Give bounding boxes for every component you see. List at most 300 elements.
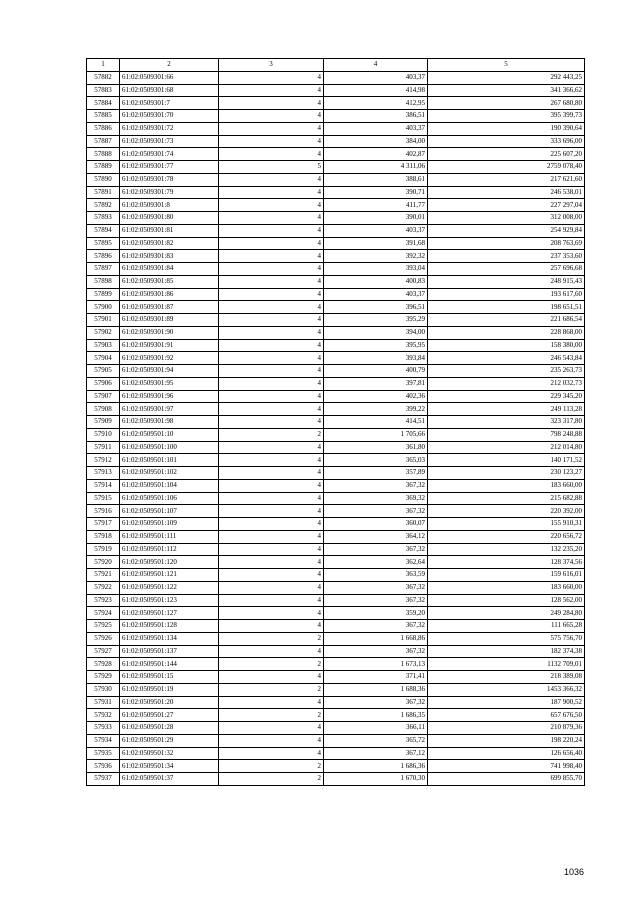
table-row [87,492,585,505]
area-cell: 399,22 [324,403,428,416]
row-number-cell: 57925 [87,620,120,633]
count-cell: 4 [219,224,324,237]
table-body [87,71,585,785]
cadastral-number-cell: 61:02:0509301:98 [120,416,219,429]
row-number-cell: 57933 [87,722,120,735]
area-cell: 400,79 [324,365,428,378]
row-number-cell: 57903 [87,339,120,352]
area-cell: 386,51 [324,110,428,123]
value-cell: 657 676,50 [428,709,585,722]
cadastral-number-cell: 61:02:0509501:112 [120,543,219,556]
count-cell: 2 [219,709,324,722]
count-cell: 4 [219,416,324,429]
count-cell: 4 [219,199,324,212]
table-row [87,734,585,747]
table-row [87,620,585,633]
cadastral-number-cell: 61:02:0509301:97 [120,403,219,416]
table-row [87,224,585,237]
row-number-cell: 57929 [87,671,120,684]
table-row [87,148,585,161]
count-cell: 2 [219,428,324,441]
row-number-cell: 57907 [87,390,120,403]
value-cell: 183 660,00 [428,581,585,594]
cadastral-number-cell: 61:02:0509301:89 [120,314,219,327]
count-cell: 2 [219,760,324,773]
area-cell: 390,71 [324,186,428,199]
cadastral-number-cell: 61:02:0509501:109 [120,518,219,531]
count-cell: 4 [219,722,324,735]
count-cell: 4 [219,212,324,225]
row-number-cell: 57924 [87,607,120,620]
count-cell: 4 [219,556,324,569]
count-cell: 4 [219,326,324,339]
cadastral-number-cell: 61:02:0509501:10 [120,428,219,441]
area-cell: 414,98 [324,84,428,97]
value-cell: 248 915,43 [428,275,585,288]
header-cell-2: 2 [120,59,219,72]
table-row [87,607,585,620]
count-cell: 4 [219,301,324,314]
cadastral-number-cell: 61:02:0509501:19 [120,683,219,696]
area-cell: 393,04 [324,263,428,276]
cadastral-number-cell: 61:02:0509301:80 [120,212,219,225]
row-number-cell: 57884 [87,97,120,110]
count-cell: 4 [219,97,324,110]
table-row [87,518,585,531]
cadastral-number-cell: 61:02:0509301:72 [120,122,219,135]
value-cell: 140 171,52 [428,454,585,467]
cadastral-number-cell: 61:02:0509501:111 [120,530,219,543]
table-row [87,645,585,658]
table-row [87,428,585,441]
table-row [87,594,585,607]
table-row [87,441,585,454]
count-cell: 2 [219,632,324,645]
cadastral-number-cell: 61:02:0509501:106 [120,492,219,505]
table-row [87,773,585,786]
value-cell: 220 392,00 [428,505,585,518]
count-cell: 4 [219,148,324,161]
row-number-cell: 57914 [87,479,120,492]
table-row [87,352,585,365]
row-number-cell: 57883 [87,84,120,97]
row-number-cell: 57901 [87,314,120,327]
cadastral-number-cell: 61:02:0509501:121 [120,569,219,582]
table-row [87,84,585,97]
table-row [87,377,585,390]
area-cell: 414,51 [324,416,428,429]
row-number-cell: 57887 [87,135,120,148]
data-table [86,58,585,786]
row-number-cell: 57916 [87,505,120,518]
count-cell: 4 [219,607,324,620]
count-cell: 4 [219,237,324,250]
value-cell: 210 879,36 [428,722,585,735]
area-cell: 390,01 [324,212,428,225]
value-cell: 155 910,31 [428,518,585,531]
value-cell: 249 113,28 [428,403,585,416]
value-cell: 221 686,54 [428,314,585,327]
value-cell: 1453 366,32 [428,683,585,696]
value-cell: 132 235,20 [428,543,585,556]
area-cell: 367,32 [324,645,428,658]
count-cell: 4 [219,479,324,492]
cadastral-number-cell: 61:02:0509301:94 [120,365,219,378]
count-cell: 4 [219,263,324,276]
table-row [87,658,585,671]
value-cell: 227 297,04 [428,199,585,212]
table-row [87,403,585,416]
count-cell: 4 [219,288,324,301]
cadastral-number-cell: 61:02:0509501:144 [120,658,219,671]
area-cell: 359,20 [324,607,428,620]
area-cell: 369,32 [324,492,428,505]
cadastral-number-cell: 61:02:0509501:123 [120,594,219,607]
count-cell: 4 [219,518,324,531]
table-row [87,314,585,327]
row-number-cell: 57902 [87,326,120,339]
table-row [87,173,585,186]
row-number-cell: 57928 [87,658,120,671]
cadastral-number-cell: 61:02:0509501:101 [120,454,219,467]
value-cell: 217 621,60 [428,173,585,186]
cadastral-number-cell: 61:02:0509301:77 [120,161,219,174]
value-cell: 254 929,84 [428,224,585,237]
value-cell: 215 682,88 [428,492,585,505]
count-cell: 2 [219,683,324,696]
header-row [87,59,585,72]
cadastral-number-cell: 61:02:0509301:66 [120,71,219,84]
value-cell: 292 443,25 [428,71,585,84]
table-row [87,212,585,225]
value-cell: 228 868,00 [428,326,585,339]
value-cell: 246 543,84 [428,352,585,365]
area-cell: 365,72 [324,734,428,747]
row-number-cell: 57889 [87,161,120,174]
area-cell: 367,32 [324,594,428,607]
cadastral-number-cell: 61:02:0509301:87 [120,301,219,314]
row-number-cell: 57908 [87,403,120,416]
count-cell: 4 [219,122,324,135]
table-row [87,581,585,594]
cadastral-number-cell: 61:02:0509501:127 [120,607,219,620]
value-cell: 158 380,00 [428,339,585,352]
cadastral-number-cell: 61:02:0509501:104 [120,479,219,492]
area-cell: 403,37 [324,224,428,237]
table-row [87,71,585,84]
area-cell: 411,77 [324,199,428,212]
count-cell: 4 [219,671,324,684]
row-number-cell: 57890 [87,173,120,186]
value-cell: 126 656,40 [428,747,585,760]
value-cell: 312 008,00 [428,212,585,225]
value-cell: 249 284,80 [428,607,585,620]
area-cell: 391,68 [324,237,428,250]
cadastral-number-cell: 61:02:0509501:32 [120,747,219,760]
row-number-cell: 57911 [87,441,120,454]
count-cell: 4 [219,505,324,518]
count-cell: 4 [219,339,324,352]
value-cell: 225 607,20 [428,148,585,161]
area-cell: 4 311,06 [324,161,428,174]
header-cell-3: 3 [219,59,324,72]
cadastral-number-cell: 61:02:0509501:27 [120,709,219,722]
value-cell: 183 660,00 [428,479,585,492]
value-cell: 218 389,08 [428,671,585,684]
row-number-cell: 57909 [87,416,120,429]
cadastral-number-cell: 61:02:0509301:70 [120,110,219,123]
cadastral-number-cell: 61:02:0509301:74 [120,148,219,161]
count-cell: 4 [219,467,324,480]
row-number-cell: 57896 [87,250,120,263]
value-cell: 341 366,62 [428,84,585,97]
count-cell: 4 [219,135,324,148]
count-cell: 4 [219,173,324,186]
header-cell-4: 4 [324,59,428,72]
area-cell: 364,12 [324,530,428,543]
row-number-cell: 57895 [87,237,120,250]
table-row [87,505,585,518]
area-cell: 403,37 [324,71,428,84]
area-cell: 365,03 [324,454,428,467]
count-cell: 4 [219,250,324,263]
count-cell: 4 [219,403,324,416]
area-cell: 363,59 [324,569,428,582]
cadastral-number-cell: 61:02:0509501:20 [120,696,219,709]
row-number-cell: 57927 [87,645,120,658]
row-number-cell: 57892 [87,199,120,212]
header-cell-5: 5 [428,59,585,72]
count-cell: 4 [219,186,324,199]
value-cell: 198 220,24 [428,734,585,747]
table-row [87,199,585,212]
table-row [87,275,585,288]
cadastral-number-cell: 61:02:0509501:137 [120,645,219,658]
row-number-cell: 57906 [87,377,120,390]
cadastral-number-cell: 61:02:0509301:84 [120,263,219,276]
row-number-cell: 57897 [87,263,120,276]
value-cell: 229 345,20 [428,390,585,403]
table-row [87,569,585,582]
row-number-cell: 57886 [87,122,120,135]
table-row [87,135,585,148]
cadastral-number-cell: 61:02:0509301:92 [120,352,219,365]
table-row [87,556,585,569]
value-cell: 212 032,73 [428,377,585,390]
area-cell: 1 673,13 [324,658,428,671]
value-cell: 187 900,52 [428,696,585,709]
cadastral-number-cell: 61:02:0509301:79 [120,186,219,199]
table-row [87,186,585,199]
row-number-cell: 57934 [87,734,120,747]
value-cell: 699 855,70 [428,773,585,786]
cadastral-number-cell: 61:02:0509301:83 [120,250,219,263]
value-cell: 198 651,51 [428,301,585,314]
page-number: 1036 [563,867,584,877]
header-cell-1: 1 [87,59,120,72]
table-row [87,122,585,135]
cadastral-number-cell: 61:02:0509501:100 [120,441,219,454]
area-cell: 396,51 [324,301,428,314]
row-number-cell: 57917 [87,518,120,531]
value-cell: 128 374,56 [428,556,585,569]
area-cell: 384,00 [324,135,428,148]
area-cell: 403,37 [324,122,428,135]
row-number-cell: 57888 [87,148,120,161]
area-cell: 402,87 [324,148,428,161]
value-cell: 212 014,80 [428,441,585,454]
count-cell: 4 [219,696,324,709]
row-number-cell: 57910 [87,428,120,441]
value-cell: 798 248,88 [428,428,585,441]
table-row [87,467,585,480]
table-row [87,416,585,429]
table-header [87,59,585,72]
table-row [87,709,585,722]
table-row [87,301,585,314]
cadastral-number-cell: 61:02:0509501:29 [120,734,219,747]
count-cell: 4 [219,543,324,556]
row-number-cell: 57904 [87,352,120,365]
row-number-cell: 57894 [87,224,120,237]
table-row [87,110,585,123]
cadastral-number-cell: 61:02:0509301:8 [120,199,219,212]
row-number-cell: 57918 [87,530,120,543]
area-cell: 367,32 [324,543,428,556]
area-cell: 367,32 [324,581,428,594]
value-cell: 111 665,28 [428,620,585,633]
area-cell: 367,32 [324,620,428,633]
count-cell: 4 [219,569,324,582]
count-cell: 2 [219,658,324,671]
area-cell: 1 686,36 [324,760,428,773]
cadastral-number-cell: 61:02:0509501:122 [120,581,219,594]
area-cell: 403,37 [324,288,428,301]
cadastral-number-cell: 61:02:0509301:82 [120,237,219,250]
value-cell: 230 123,27 [428,467,585,480]
row-number-cell: 57919 [87,543,120,556]
value-cell: 575 756,70 [428,632,585,645]
count-cell: 4 [219,454,324,467]
table-row [87,696,585,709]
count-cell: 4 [219,734,324,747]
area-cell: 388,61 [324,173,428,186]
table-row [87,250,585,263]
area-cell: 1 688,36 [324,683,428,696]
count-cell: 4 [219,747,324,760]
row-number-cell: 57930 [87,683,120,696]
count-cell: 2 [219,773,324,786]
count-cell: 4 [219,275,324,288]
area-cell: 392,32 [324,250,428,263]
count-cell: 4 [219,71,324,84]
row-number-cell: 57932 [87,709,120,722]
count-cell: 4 [219,645,324,658]
count-cell: 4 [219,620,324,633]
table-row [87,263,585,276]
area-cell: 395,29 [324,314,428,327]
area-cell: 412,95 [324,97,428,110]
cadastral-number-cell: 61:02:0509501:128 [120,620,219,633]
count-cell: 4 [219,390,324,403]
row-number-cell: 57921 [87,569,120,582]
cadastral-number-cell: 61:02:0509301:96 [120,390,219,403]
area-cell: 1 670,30 [324,773,428,786]
row-number-cell: 57898 [87,275,120,288]
table-row [87,288,585,301]
row-number-cell: 57899 [87,288,120,301]
count-cell: 4 [219,352,324,365]
row-number-cell: 57893 [87,212,120,225]
area-cell: 402,36 [324,390,428,403]
area-cell: 394,00 [324,326,428,339]
value-cell: 395 399,73 [428,110,585,123]
area-cell: 371,41 [324,671,428,684]
table-row [87,479,585,492]
table-row [87,339,585,352]
row-number-cell: 57920 [87,556,120,569]
area-cell: 367,32 [324,696,428,709]
area-cell: 393,84 [324,352,428,365]
count-cell: 4 [219,365,324,378]
cadastral-number-cell: 61:02:0509501:28 [120,722,219,735]
table-row [87,530,585,543]
cadastral-number-cell: 61:02:0509301:68 [120,84,219,97]
cadastral-number-cell: 61:02:0509301:85 [120,275,219,288]
row-number-cell: 57905 [87,365,120,378]
row-number-cell: 57913 [87,467,120,480]
value-cell: 220 656,72 [428,530,585,543]
cadastral-number-cell: 61:02:0509301:78 [120,173,219,186]
area-cell: 1 668,86 [324,632,428,645]
row-number-cell: 57926 [87,632,120,645]
table-row [87,237,585,250]
table-row [87,326,585,339]
table-row [87,747,585,760]
count-cell: 4 [219,530,324,543]
count-cell: 5 [219,161,324,174]
count-cell: 4 [219,377,324,390]
table-row [87,722,585,735]
area-cell: 366,11 [324,722,428,735]
row-number-cell: 57915 [87,492,120,505]
row-number-cell: 57912 [87,454,120,467]
count-cell: 4 [219,84,324,97]
value-cell: 1132 709,01 [428,658,585,671]
cadastral-number-cell: 61:02:0509301:95 [120,377,219,390]
area-cell: 361,80 [324,441,428,454]
count-cell: 4 [219,314,324,327]
value-cell: 333 696,00 [428,135,585,148]
table-row [87,543,585,556]
count-cell: 4 [219,110,324,123]
area-cell: 367,12 [324,747,428,760]
area-cell: 1 686,35 [324,709,428,722]
value-cell: 235 263,73 [428,365,585,378]
table-row [87,760,585,773]
value-cell: 2759 078,40 [428,161,585,174]
cadastral-number-cell: 61:02:0509301:86 [120,288,219,301]
value-cell: 193 617,60 [428,288,585,301]
table-row [87,365,585,378]
cadastral-number-cell: 61:02:0509301:73 [120,135,219,148]
row-number-cell: 57931 [87,696,120,709]
cadastral-number-cell: 61:02:0509301:7 [120,97,219,110]
area-cell: 395,95 [324,339,428,352]
area-cell: 400,83 [324,275,428,288]
value-cell: 741 998,40 [428,760,585,773]
value-cell: 237 353,60 [428,250,585,263]
